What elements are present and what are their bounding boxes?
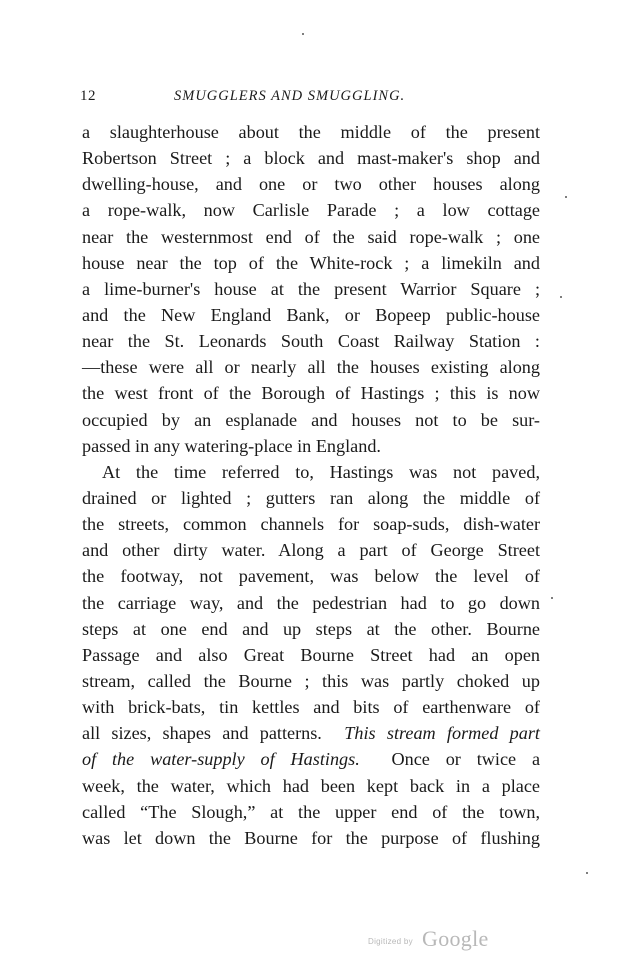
text-line: the carriage way, and the pedestrian had to go down bbox=[82, 592, 540, 613]
italic-span: This stream formed part bbox=[344, 723, 540, 744]
text-line: Robertson Street ; a block and mast-maker's shop and bbox=[82, 148, 540, 169]
text-line: Passage and also Great Bourne Street had an open bbox=[82, 644, 540, 665]
text-line-mixed bbox=[82, 746, 540, 772]
italic-span: of the water-supply of Hastings. bbox=[82, 749, 360, 770]
text-line: steps at one end and up steps at the other. Bourne bbox=[82, 618, 540, 639]
scan-speck bbox=[551, 597, 553, 599]
text-line: occupied by an esplanade and houses not to be sur- bbox=[82, 409, 540, 430]
text-span: all sizes, shapes and patterns. bbox=[82, 723, 322, 744]
running-head bbox=[80, 88, 540, 110]
text-line: a lime-burner's house at the present Warrior Square ; bbox=[82, 278, 540, 299]
text-line: house near the top of the White-rock ; a limekiln and bbox=[82, 252, 540, 273]
text-line: the streets, common channels for soap-suds, dish-water bbox=[82, 514, 540, 535]
text-line: and other dirty water. Along a part of George Street bbox=[82, 540, 540, 561]
text-line: At the time referred to, Hastings was not paved, bbox=[102, 461, 540, 482]
text-line: the west front of the Borough of Hastings ; this is now bbox=[82, 383, 540, 404]
text-line: stream, called the Bourne ; this was partly choked up bbox=[82, 670, 540, 691]
scan-speck bbox=[586, 872, 588, 874]
text-line: a rope-walk, now Carlisle Parade ; a low cottage bbox=[82, 200, 540, 221]
digitized-by-google-watermark bbox=[368, 926, 508, 956]
watermark-prefix: Digitized by bbox=[368, 937, 413, 946]
text-line: dwelling-house, and one or two other houses along bbox=[82, 174, 540, 195]
text-line-mixed bbox=[82, 720, 540, 746]
text-line: passed in any watering-place in England. bbox=[82, 435, 381, 456]
scan-speck bbox=[302, 33, 304, 35]
text-line: and the New England Bank, or Bopeep public-house bbox=[82, 304, 540, 325]
text-line: —these were all or nearly all the houses existing along bbox=[82, 357, 540, 378]
text-line: near the St. Leonards South Coast Railway Station : bbox=[82, 331, 540, 352]
scan-speck bbox=[560, 296, 562, 298]
page-number: 12 bbox=[80, 88, 96, 104]
text-line: drained or lighted ; gutters ran along the middle of bbox=[82, 487, 540, 508]
text-line: was let down the Bourne for the purpose of flushing bbox=[82, 827, 540, 848]
text-line: with brick-bats, tin kettles and bits of earthenware of bbox=[82, 697, 540, 718]
google-logo: Google bbox=[422, 926, 489, 951]
text-line: week, the water, which had been kept back in a place bbox=[82, 775, 540, 796]
running-title: SMUGGLERS AND SMUGGLING. bbox=[174, 88, 406, 104]
text-line: near the westernmost end of the said rope-walk ; one bbox=[82, 226, 540, 247]
scan-speck bbox=[565, 196, 567, 198]
text-line: the footway, not pavement, was below the level of bbox=[82, 566, 540, 587]
text-line: called “The Slough,” at the upper end of the town, bbox=[82, 801, 540, 822]
text-span: Once or twice a bbox=[391, 749, 541, 770]
body-text bbox=[82, 119, 540, 851]
text-line: a slaughterhouse about the middle of the present bbox=[82, 122, 540, 142]
